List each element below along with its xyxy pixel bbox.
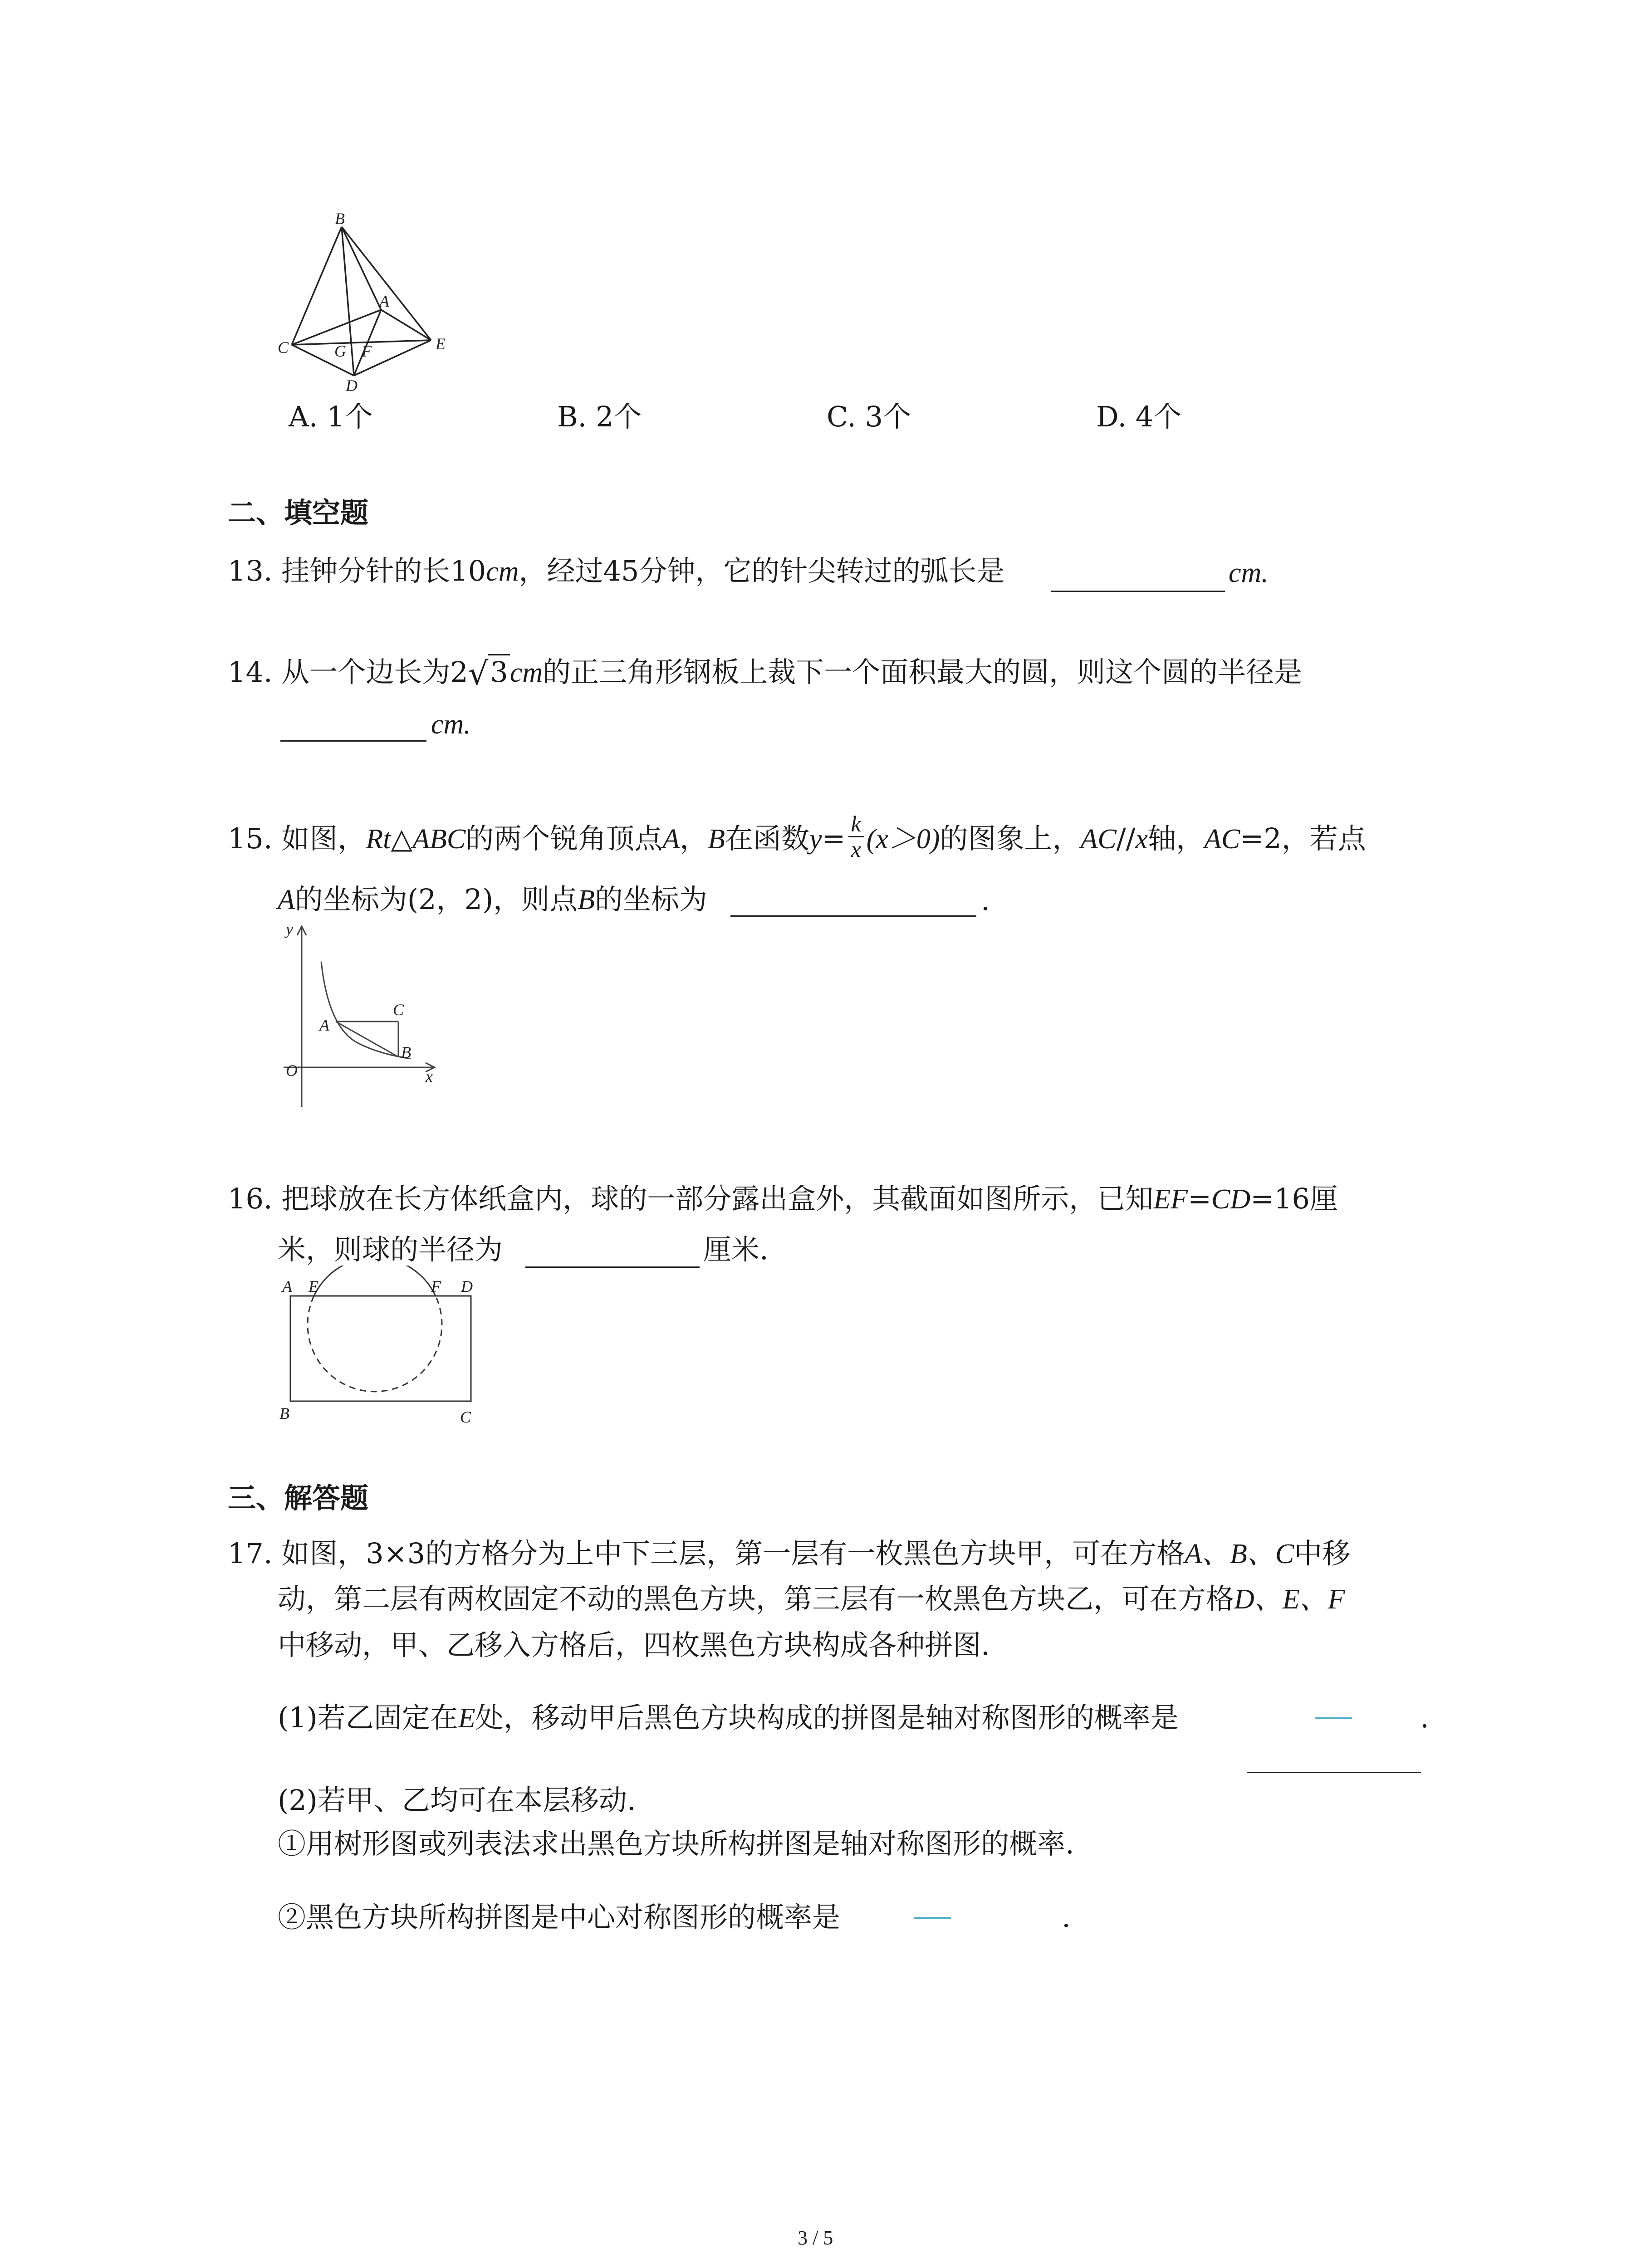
question-17-part1: (1)若乙固定在E处，移动甲后黑色方块构成的拼图是轴对称图形的概率是: [278, 1701, 1179, 1734]
hyperbola-figure: [281, 916, 454, 1116]
question-16-line2: 米，则球的半径为: [278, 1233, 503, 1266]
fig16-label-c: C: [460, 1408, 471, 1426]
fig15-label-o: O: [286, 1061, 298, 1080]
question-13: 13. 挂钟分针的长10cm，经过45分钟，它的针尖转过的弧长是: [228, 554, 1005, 587]
option-c: C. 3个: [827, 400, 911, 433]
q17-part1-period: .: [1420, 1701, 1429, 1734]
q14-unit: cm.: [431, 709, 471, 740]
question-17-line3: 中移动，甲、乙移入方格后，四枚黑色方块构成各种拼图.: [278, 1628, 990, 1662]
fig16-label-f: F: [431, 1277, 441, 1295]
ball-in-box-figure: [277, 1266, 485, 1429]
fig16-label-d: D: [461, 1277, 473, 1295]
fig15-label-x: x: [426, 1067, 433, 1085]
fig16-label-a: A: [282, 1277, 292, 1295]
question-16-suffix: 厘米.: [703, 1233, 769, 1266]
option-a: A. 1个: [289, 400, 373, 433]
question-17-part2-1: ①用树形图或列表法求出黑色方块所构拼图是轴对称图形的概率.: [278, 1827, 1074, 1860]
question-15-line2: A的坐标为(2，2)，则点B的坐标为: [278, 883, 708, 916]
question-15-line1: 15. 如图，Rt△ABC的两个锐角顶点A，B在函数y= $\frac{k}{x}$ (x＞0)的图象上，AC//x轴，AC=2，若点: [228, 811, 1366, 862]
fig-label-g: G: [334, 342, 346, 360]
option-d: D. 4个: [1096, 400, 1182, 433]
question-17-part2: (2)若甲、乙均可在本层移动.: [278, 1784, 636, 1817]
fig15-label-c: C: [393, 1001, 404, 1019]
q17-part2-2-fraction-mark: [914, 1917, 951, 1919]
section-title-solve: 三、解答题: [228, 1481, 369, 1515]
option-b: B. 2个: [557, 400, 642, 433]
fig-label-c: C: [278, 338, 289, 357]
question-17-line2: 动，第二层有两枚固定不动的黑色方块，第三层有一枚黑色方块乙，可在方格D、E、F: [278, 1582, 1345, 1615]
fig15-label-b: B: [401, 1043, 411, 1061]
fig15-label-a: A: [319, 1016, 329, 1034]
question-16-line1: 16. 把球放在长方体纸盒内，球的一部分露出盒外，其截面如图所示，已知EF=CD=16厘: [228, 1182, 1338, 1215]
fig15-label-y: y: [286, 920, 293, 938]
q17-part2-2-period: .: [1062, 1901, 1071, 1934]
fig-label-e: E: [436, 335, 446, 353]
fig-label-f: F: [362, 342, 372, 360]
fig16-label-b: B: [279, 1404, 289, 1422]
q13-answer-blank[interactable]: [1051, 591, 1225, 592]
q16-answer-blank[interactable]: [525, 1266, 700, 1268]
q15-period: .: [981, 884, 990, 917]
q17-part1-fraction-mark: [1315, 1717, 1352, 1719]
page-number: 3 / 5: [798, 2227, 833, 2249]
q15-answer-blank[interactable]: [730, 915, 976, 917]
fig-label-d: D: [346, 376, 358, 395]
q14-answer-blank[interactable]: [280, 740, 426, 742]
pyramid-figure: [272, 213, 463, 404]
q13-unit: cm.: [1229, 557, 1269, 588]
section-title-fill-in: 二、填空题: [228, 496, 369, 529]
question-17-part2-2: ②黑色方块所构拼图是中心对称图形的概率是: [278, 1901, 841, 1934]
q17-part1-answer-blank[interactable]: [1247, 1772, 1421, 1773]
question-14: 14. 从一个边长为2√3cm的正三角形钢板上裁下一个面积最大的圆，则这个圆的半径是: [228, 655, 1303, 692]
question-17-line1: 17. 如图，3×3的方格分为上中下三层，第一层有一枚黑色方块甲，可在方格A、B、C中移: [228, 1537, 1351, 1570]
fig-label-b: B: [335, 213, 345, 228]
fig16-label-e: E: [309, 1277, 318, 1295]
fig-label-a: A: [379, 292, 389, 310]
